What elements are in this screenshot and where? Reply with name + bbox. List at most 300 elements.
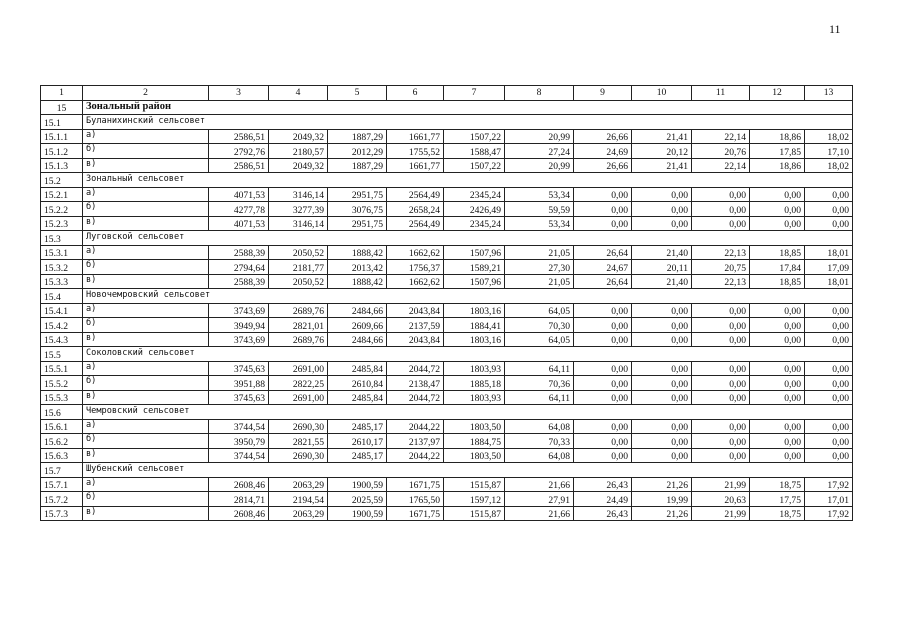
value-cell: 0,00 — [692, 361, 750, 376]
value-cell: 20,11 — [632, 260, 692, 275]
table-row — [41, 202, 853, 217]
value-cell: 21,05 — [505, 245, 574, 260]
value-cell: 4071,53 — [209, 216, 269, 231]
value-cell: 1803,16 — [444, 332, 505, 347]
value-cell: 0,00 — [632, 303, 692, 318]
value-cell: 1661,77 — [387, 158, 444, 173]
value-cell: 2610,17 — [328, 434, 387, 449]
value-cell: 70,36 — [505, 376, 574, 391]
column-header: 7 — [444, 86, 505, 101]
value-cell: 0,00 — [692, 434, 750, 449]
value-cell: 21,66 — [505, 506, 574, 521]
row-variant: б) — [83, 144, 209, 159]
value-cell: 0,00 — [632, 448, 692, 463]
value-cell: 3743,69 — [209, 303, 269, 318]
column-header: 3 — [209, 86, 269, 101]
row-variant: в) — [83, 274, 209, 289]
value-cell: 20,99 — [505, 158, 574, 173]
value-cell: 1597,12 — [444, 492, 505, 507]
value-cell: 2044,22 — [387, 448, 444, 463]
group-name: Новочемровский сельсовет — [83, 289, 853, 304]
value-cell: 0,00 — [574, 202, 632, 217]
row-variant: а) — [83, 419, 209, 434]
value-cell: 1515,87 — [444, 477, 505, 492]
value-cell: 2689,76 — [269, 303, 328, 318]
row-code: 15.6.1 — [41, 419, 83, 434]
group-name: Зональный сельсовет — [83, 173, 853, 188]
value-cell: 2013,42 — [328, 260, 387, 275]
value-cell: 26,43 — [574, 506, 632, 521]
column-header: 6 — [387, 86, 444, 101]
value-cell: 53,34 — [505, 187, 574, 202]
value-cell: 0,00 — [692, 376, 750, 391]
value-cell: 2691,00 — [269, 361, 328, 376]
value-cell: 0,00 — [632, 434, 692, 449]
row-variant: б) — [83, 260, 209, 275]
table-row — [41, 144, 853, 159]
value-cell: 3951,88 — [209, 376, 269, 391]
header-row — [41, 86, 853, 101]
tariff-table — [40, 85, 853, 521]
row-variant: б) — [83, 434, 209, 449]
value-cell: 1507,22 — [444, 158, 505, 173]
value-cell: 0,00 — [574, 303, 632, 318]
value-cell: 1803,93 — [444, 361, 505, 376]
value-cell: 2608,46 — [209, 506, 269, 521]
value-cell: 1507,96 — [444, 274, 505, 289]
value-cell: 20,63 — [692, 492, 750, 507]
value-cell: 2690,30 — [269, 448, 328, 463]
value-cell: 20,99 — [505, 129, 574, 144]
table-row — [41, 419, 853, 434]
group-name: Шубенский сельсовет — [83, 463, 853, 478]
table-row — [41, 361, 853, 376]
group-name: Луговской сельсовет — [83, 231, 853, 246]
value-cell: 2821,01 — [269, 318, 328, 333]
value-cell: 18,86 — [750, 129, 805, 144]
value-cell: 26,64 — [574, 245, 632, 260]
row-code: 15.6.2 — [41, 434, 83, 449]
value-cell: 2194,54 — [269, 492, 328, 507]
value-cell: 19,99 — [632, 492, 692, 507]
value-cell: 1507,22 — [444, 129, 505, 144]
value-cell: 24,67 — [574, 260, 632, 275]
table-row — [41, 216, 853, 231]
value-cell: 21,26 — [632, 477, 692, 492]
value-cell: 26,43 — [574, 477, 632, 492]
value-cell: 2485,84 — [328, 361, 387, 376]
row-variant: б) — [83, 202, 209, 217]
column-header: 9 — [574, 86, 632, 101]
table-row — [41, 187, 853, 202]
value-cell: 3949,94 — [209, 318, 269, 333]
value-cell: 2044,72 — [387, 390, 444, 405]
value-cell: 0,00 — [805, 202, 853, 217]
value-cell: 21,41 — [632, 158, 692, 173]
column-header: 12 — [750, 86, 805, 101]
value-cell: 18,01 — [805, 245, 853, 260]
column-header: 4 — [269, 86, 328, 101]
section-title: Зональный район — [83, 100, 853, 115]
value-cell: 4071,53 — [209, 187, 269, 202]
value-cell: 21,40 — [632, 245, 692, 260]
value-cell: 2690,30 — [269, 419, 328, 434]
value-cell: 24,69 — [574, 144, 632, 159]
value-cell: 2049,32 — [269, 158, 328, 173]
column-header: 1 — [41, 86, 83, 101]
row-variant: а) — [83, 477, 209, 492]
value-cell: 2951,75 — [328, 187, 387, 202]
table-row — [41, 390, 853, 405]
value-cell: 18,75 — [750, 506, 805, 521]
page-number: 11 — [829, 22, 841, 36]
value-cell: 2588,39 — [209, 245, 269, 260]
value-cell: 0,00 — [805, 303, 853, 318]
value-cell: 21,40 — [632, 274, 692, 289]
value-cell: 0,00 — [805, 361, 853, 376]
value-cell: 0,00 — [574, 419, 632, 434]
value-cell: 1515,87 — [444, 506, 505, 521]
value-cell: 3950,79 — [209, 434, 269, 449]
value-cell: 18,75 — [750, 477, 805, 492]
row-variant: в) — [83, 158, 209, 173]
value-cell: 0,00 — [574, 434, 632, 449]
value-cell: 0,00 — [805, 216, 853, 231]
value-cell: 64,08 — [505, 448, 574, 463]
value-cell: 0,00 — [692, 332, 750, 347]
value-cell: 2794,64 — [209, 260, 269, 275]
value-cell: 2564,49 — [387, 216, 444, 231]
value-cell: 0,00 — [632, 202, 692, 217]
value-cell: 0,00 — [750, 361, 805, 376]
row-code: 15.5.2 — [41, 376, 83, 391]
value-cell: 2610,84 — [328, 376, 387, 391]
value-cell: 0,00 — [692, 187, 750, 202]
row-variant: а) — [83, 245, 209, 260]
table-row — [41, 506, 853, 521]
value-cell: 1755,52 — [387, 144, 444, 159]
value-cell: 0,00 — [692, 216, 750, 231]
row-variant: б) — [83, 492, 209, 507]
value-cell: 2689,76 — [269, 332, 328, 347]
value-cell: 20,12 — [632, 144, 692, 159]
value-cell: 0,00 — [632, 332, 692, 347]
value-cell: 2564,49 — [387, 187, 444, 202]
group-code: 15.4 — [41, 289, 83, 304]
section-row — [41, 100, 853, 115]
value-cell: 2609,66 — [328, 318, 387, 333]
value-cell: 64,08 — [505, 419, 574, 434]
group-row — [41, 231, 853, 246]
value-cell: 2814,71 — [209, 492, 269, 507]
group-name: Соколовский сельсовет — [83, 347, 853, 362]
value-cell: 1803,50 — [444, 448, 505, 463]
value-cell: 2137,59 — [387, 318, 444, 333]
group-code: 15.6 — [41, 405, 83, 420]
value-cell: 20,76 — [692, 144, 750, 159]
value-cell: 2137,97 — [387, 434, 444, 449]
value-cell: 2951,75 — [328, 216, 387, 231]
value-cell: 1588,47 — [444, 144, 505, 159]
value-cell: 2658,24 — [387, 202, 444, 217]
group-row — [41, 289, 853, 304]
value-cell: 1900,59 — [328, 477, 387, 492]
value-cell: 0,00 — [805, 434, 853, 449]
value-cell: 1887,29 — [328, 158, 387, 173]
value-cell: 0,00 — [632, 361, 692, 376]
value-cell: 0,00 — [692, 318, 750, 333]
value-cell: 2426,49 — [444, 202, 505, 217]
value-cell: 0,00 — [750, 216, 805, 231]
value-cell: 0,00 — [632, 376, 692, 391]
table-row — [41, 158, 853, 173]
value-cell: 17,01 — [805, 492, 853, 507]
value-cell: 0,00 — [632, 187, 692, 202]
value-cell: 24,49 — [574, 492, 632, 507]
column-header: 5 — [328, 86, 387, 101]
value-cell: 27,91 — [505, 492, 574, 507]
value-cell: 1884,41 — [444, 318, 505, 333]
table-row — [41, 318, 853, 333]
value-cell: 4277,78 — [209, 202, 269, 217]
table-row — [41, 303, 853, 318]
row-variant: а) — [83, 303, 209, 318]
value-cell: 2050,52 — [269, 274, 328, 289]
value-cell: 2485,17 — [328, 448, 387, 463]
value-cell: 2484,66 — [328, 332, 387, 347]
value-cell: 1884,75 — [444, 434, 505, 449]
column-header: 8 — [505, 86, 574, 101]
value-cell: 64,05 — [505, 332, 574, 347]
row-code: 15.1.1 — [41, 129, 83, 144]
value-cell: 0,00 — [750, 376, 805, 391]
value-cell: 0,00 — [692, 419, 750, 434]
group-row — [41, 347, 853, 362]
value-cell: 0,00 — [692, 303, 750, 318]
value-cell: 0,00 — [805, 448, 853, 463]
value-cell: 26,64 — [574, 274, 632, 289]
value-cell: 2180,57 — [269, 144, 328, 159]
value-cell: 1888,42 — [328, 245, 387, 260]
value-cell: 0,00 — [750, 202, 805, 217]
value-cell: 18,02 — [805, 158, 853, 173]
value-cell: 18,85 — [750, 245, 805, 260]
group-name: Чемровский сельсовет — [83, 405, 853, 420]
value-cell: 20,75 — [692, 260, 750, 275]
value-cell: 64,11 — [505, 361, 574, 376]
row-variant: в) — [83, 390, 209, 405]
value-cell: 59,59 — [505, 202, 574, 217]
row-variant: в) — [83, 448, 209, 463]
value-cell: 64,05 — [505, 303, 574, 318]
value-cell: 1756,37 — [387, 260, 444, 275]
value-cell: 0,00 — [574, 332, 632, 347]
value-cell: 1507,96 — [444, 245, 505, 260]
value-cell: 2586,51 — [209, 129, 269, 144]
value-cell: 2822,25 — [269, 376, 328, 391]
table-row — [41, 260, 853, 275]
row-code: 15.7.3 — [41, 506, 83, 521]
value-cell: 22,14 — [692, 129, 750, 144]
row-code: 15.1.3 — [41, 158, 83, 173]
value-cell: 0,00 — [750, 448, 805, 463]
value-cell: 0,00 — [805, 419, 853, 434]
value-cell: 0,00 — [805, 187, 853, 202]
value-cell: 17,75 — [750, 492, 805, 507]
value-cell: 2792,76 — [209, 144, 269, 159]
value-cell: 0,00 — [574, 361, 632, 376]
group-code: 15.7 — [41, 463, 83, 478]
group-row — [41, 405, 853, 420]
value-cell: 0,00 — [750, 419, 805, 434]
value-cell: 1888,42 — [328, 274, 387, 289]
row-code: 15.2.1 — [41, 187, 83, 202]
value-cell: 2345,24 — [444, 216, 505, 231]
value-cell: 2138,47 — [387, 376, 444, 391]
value-cell: 26,66 — [574, 158, 632, 173]
column-header: 11 — [692, 86, 750, 101]
value-cell: 27,30 — [505, 260, 574, 275]
value-cell: 0,00 — [692, 390, 750, 405]
value-cell: 1803,93 — [444, 390, 505, 405]
table-row — [41, 492, 853, 507]
value-cell: 17,10 — [805, 144, 853, 159]
row-variant: а) — [83, 129, 209, 144]
value-cell: 2043,84 — [387, 303, 444, 318]
value-cell: 0,00 — [805, 390, 853, 405]
group-name: Буланихинский сельсовет — [83, 115, 853, 130]
column-header: 10 — [632, 86, 692, 101]
value-cell: 2586,51 — [209, 158, 269, 173]
value-cell: 0,00 — [574, 448, 632, 463]
value-cell: 64,11 — [505, 390, 574, 405]
value-cell: 0,00 — [632, 390, 692, 405]
value-cell: 0,00 — [574, 216, 632, 231]
value-cell: 3745,63 — [209, 361, 269, 376]
value-cell: 2588,39 — [209, 274, 269, 289]
value-cell: 1661,77 — [387, 129, 444, 144]
group-row — [41, 463, 853, 478]
group-row — [41, 115, 853, 130]
value-cell: 17,84 — [750, 260, 805, 275]
value-cell: 27,24 — [505, 144, 574, 159]
column-header: 13 — [805, 86, 853, 101]
table-row — [41, 332, 853, 347]
value-cell: 3146,14 — [269, 187, 328, 202]
value-cell: 70,30 — [505, 318, 574, 333]
value-cell: 21,05 — [505, 274, 574, 289]
table-row — [41, 477, 853, 492]
row-variant: а) — [83, 187, 209, 202]
value-cell: 0,00 — [750, 332, 805, 347]
row-code: 15.2.3 — [41, 216, 83, 231]
value-cell: 22,13 — [692, 274, 750, 289]
value-cell: 0,00 — [574, 187, 632, 202]
table-row — [41, 434, 853, 449]
value-cell: 3277,39 — [269, 202, 328, 217]
value-cell: 2484,66 — [328, 303, 387, 318]
section-code: 15 — [41, 100, 83, 115]
value-cell: 1803,50 — [444, 419, 505, 434]
group-code: 15.1 — [41, 115, 83, 130]
value-cell: 70,33 — [505, 434, 574, 449]
value-cell: 2485,17 — [328, 419, 387, 434]
value-cell: 1671,75 — [387, 477, 444, 492]
value-cell: 0,00 — [574, 376, 632, 391]
value-cell: 2691,00 — [269, 390, 328, 405]
value-cell: 1662,62 — [387, 274, 444, 289]
value-cell: 21,41 — [632, 129, 692, 144]
value-cell: 22,13 — [692, 245, 750, 260]
value-cell: 2044,22 — [387, 419, 444, 434]
row-code: 15.3.1 — [41, 245, 83, 260]
row-code: 15.4.1 — [41, 303, 83, 318]
value-cell: 1803,16 — [444, 303, 505, 318]
value-cell: 3146,14 — [269, 216, 328, 231]
table-body — [41, 86, 853, 521]
value-cell: 18,86 — [750, 158, 805, 173]
value-cell: 21,99 — [692, 477, 750, 492]
table-row — [41, 129, 853, 144]
value-cell: 2044,72 — [387, 361, 444, 376]
row-variant: в) — [83, 506, 209, 521]
row-code: 15.5.3 — [41, 390, 83, 405]
value-cell: 18,85 — [750, 274, 805, 289]
row-code: 15.6.3 — [41, 448, 83, 463]
value-cell: 26,66 — [574, 129, 632, 144]
group-code: 15.5 — [41, 347, 83, 362]
value-cell: 0,00 — [750, 318, 805, 333]
value-cell: 2063,29 — [269, 506, 328, 521]
row-code: 15.5.1 — [41, 361, 83, 376]
value-cell: 1671,75 — [387, 506, 444, 521]
row-code: 15.7.2 — [41, 492, 83, 507]
value-cell: 1887,29 — [328, 129, 387, 144]
row-code: 15.3.2 — [41, 260, 83, 275]
column-header: 2 — [83, 86, 209, 101]
value-cell: 0,00 — [692, 448, 750, 463]
table-row — [41, 245, 853, 260]
group-code: 15.3 — [41, 231, 83, 246]
row-variant: в) — [83, 332, 209, 347]
value-cell: 2608,46 — [209, 477, 269, 492]
value-cell: 1885,18 — [444, 376, 505, 391]
row-code: 15.2.2 — [41, 202, 83, 217]
value-cell: 0,00 — [805, 376, 853, 391]
value-cell: 53,34 — [505, 216, 574, 231]
value-cell: 21,26 — [632, 506, 692, 521]
value-cell: 2181,77 — [269, 260, 328, 275]
value-cell: 0,00 — [632, 419, 692, 434]
value-cell: 2063,29 — [269, 477, 328, 492]
value-cell: 3743,69 — [209, 332, 269, 347]
row-variant: б) — [83, 318, 209, 333]
value-cell: 17,92 — [805, 477, 853, 492]
value-cell: 0,00 — [574, 318, 632, 333]
value-cell: 17,85 — [750, 144, 805, 159]
row-variant: в) — [83, 216, 209, 231]
value-cell: 0,00 — [574, 390, 632, 405]
value-cell: 1662,62 — [387, 245, 444, 260]
value-cell: 2821,55 — [269, 434, 328, 449]
row-code: 15.7.1 — [41, 477, 83, 492]
value-cell: 3076,75 — [328, 202, 387, 217]
row-code: 15.4.3 — [41, 332, 83, 347]
value-cell: 18,01 — [805, 274, 853, 289]
value-cell: 2345,24 — [444, 187, 505, 202]
value-cell: 21,99 — [692, 506, 750, 521]
value-cell: 0,00 — [750, 187, 805, 202]
